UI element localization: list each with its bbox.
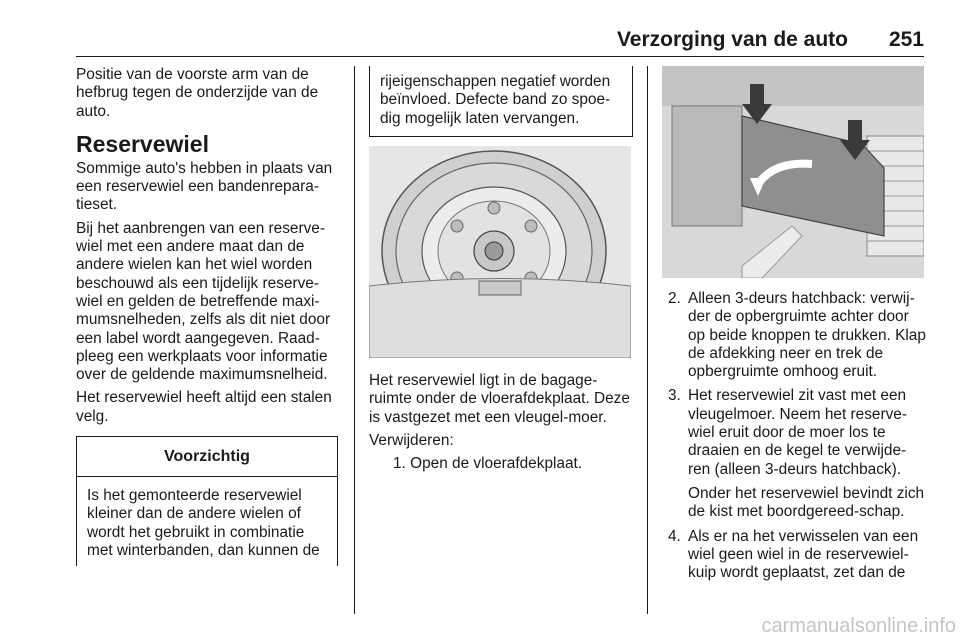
caution-text-continued: rijeigenschappen negatief worden beïnvloed. Defecte band zo spoe-dig mogelijk laten vervangen. xyxy=(380,73,611,127)
column-2-text xyxy=(369,372,633,478)
list-number: 3. xyxy=(668,387,681,405)
caution-box xyxy=(76,436,338,566)
watermark: carmanualsonline.info xyxy=(761,615,956,637)
storage-compartment-illustration xyxy=(662,66,924,278)
list-text: Als er na het verwisselen van een wiel geen wiel in de reservewiel-kuip wordt geplaatst, zet dan de xyxy=(688,527,919,582)
page-header xyxy=(76,27,924,57)
list-number: 4. xyxy=(668,527,681,545)
list-item xyxy=(662,528,926,583)
caution-box-continued xyxy=(369,66,633,137)
list-item xyxy=(662,290,926,381)
caution-title: Voorzichtig xyxy=(77,437,337,477)
intro-paragraph: Positie van de voorste arm van de hefbrug tegen de onderzijde van de auto. xyxy=(76,66,319,120)
caution-text: Is het gemonteerde reservewiel kleiner dan de andere wielen of wordt het gebruikt in combinatie met winterbanden, dan kunnen de xyxy=(87,487,320,559)
page-number: 251 xyxy=(888,28,924,51)
section-title: Reservewiel xyxy=(76,130,209,157)
list-item xyxy=(662,387,926,521)
list-text: Het reservewiel zit vast met een vleugelmoer. Neem het reserve-wiel eruit door de moer los te draaien en de kegel te verwijde-ren (alleen 3-deurs hatchback). xyxy=(688,387,907,478)
paragraph: Het reservewiel heeft altijd een stalen velg. xyxy=(76,389,332,425)
paragraph: Sommige auto's hebben in plaats van een reservewiel een bandenrepara-tieset. xyxy=(76,159,333,214)
storage-compartment-drawing xyxy=(662,66,924,278)
column-divider-2 xyxy=(647,66,648,614)
running-title: Verzorging van de auto xyxy=(616,28,848,51)
paragraph: Het reservewiel ligt in de bagage-ruimte onder de vloerafdekplaat. Deze is vastgezet met een vleugel-moer. xyxy=(369,372,630,426)
removal-steps xyxy=(662,290,926,588)
column-divider-1 xyxy=(354,66,355,614)
column-1 xyxy=(76,66,340,431)
list-subtext: Onder het reservewiel bevindt zich de kist met boordgereed-schap. xyxy=(688,484,925,521)
paragraph: Bij het aanbrengen van een reserve-wiel met een andere maat dan de andere wielen kan het wiel worden beschouwd als een tijdelijk reserve-wiel en gelden de betreffende maxi-mumsnelheden, zelfs als dit niet door een label wordt aangegeven. Raad-pleeg een werkplaats voor informatie over de geldende maximumsnelheid. xyxy=(76,219,331,384)
list-number: 2. xyxy=(668,290,681,307)
spare-wheel-illustration xyxy=(369,146,631,358)
paragraph: Verwijderen: xyxy=(369,431,454,449)
step-1: 1. Open de vloerafdekplaat. xyxy=(393,455,583,473)
list-text: Alleen 3-deurs hatchback: verwij-der de opbergruimte achter door op beide knoppen te drukken. Klap de afdekking neer en trek de opbergruimte omhoog eruit. xyxy=(688,290,926,381)
spare-wheel-drawing xyxy=(369,146,631,358)
